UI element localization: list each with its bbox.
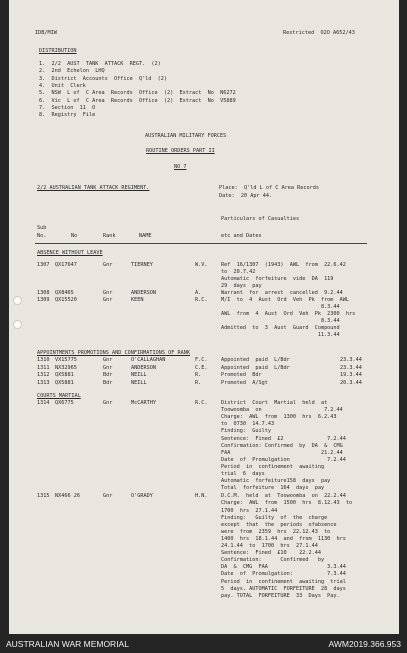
entry-date: 23.3.44 (340, 364, 362, 371)
punch-hole (13, 320, 22, 329)
column-header-name: NAME (139, 233, 152, 239)
entry-name: NEILL (131, 379, 147, 386)
entry-particulars-line: 29 days pay (221, 283, 262, 289)
entry-particulars-line: to 0730 14.7.43 (221, 421, 275, 428)
entry-particulars-line: Warrant for arrest cancelled 9.2.44 (221, 290, 343, 296)
distribution-title: DISTRIBUTION (39, 48, 77, 54)
entry-name: O'CALLAGHAN (131, 357, 166, 363)
entry-initials: R. (195, 379, 202, 386)
entry-initials: R. (195, 372, 202, 378)
entry-particulars-line: 1400 hrs 18.1.44 and from 1130 hrs (221, 535, 346, 542)
title-line-1: AUSTRALIAN MILITARY FORCES (145, 133, 227, 139)
entry-particulars-line: 24.1.44 to 1700 hrs 27.1.44 (221, 543, 318, 549)
entry-rank: Gnr (103, 400, 113, 406)
entry-sub-no: 1307 (37, 262, 50, 268)
entry-regimental-no: NX466 26 (55, 493, 80, 500)
entry-particulars-line: Charge: AWL from 1500 hrs 8.12.43 to (221, 500, 353, 507)
entry-date: 23.3.44 (340, 357, 362, 363)
entry-initials: W.V. (195, 262, 208, 268)
entry-particulars-line: DA & CMG FAA 3.3.44 (221, 564, 346, 571)
entry-particulars-line: Finding: Guilty (221, 428, 271, 435)
section-courts-martial: COURTS MARTIAL (37, 393, 81, 399)
distribution-item: 3. District Accounts Office Q'ld (2) (39, 75, 168, 82)
entry-particulars-line: Confirmation: Confirmed by (221, 557, 325, 564)
entry-particulars: Appointed paid L/Bdr (221, 364, 290, 371)
entry-name: TIERNEY (131, 262, 153, 268)
distribution-item: 7. Section 11 O (39, 104, 96, 111)
distribution-item: 2. 2nd Echelon LHQ (39, 68, 105, 75)
column-header-rank: Rank (103, 233, 116, 239)
archive-footer (0, 635, 407, 653)
entry-particulars-line: Charge: AWL from 1300 hrs 6.2.43 (221, 414, 337, 421)
entry-regimental-no: QX15520 (55, 297, 77, 303)
entry-rank: Gnr (103, 262, 113, 268)
entry-date: 19.3.44 (340, 372, 362, 378)
entry-initials: F.C. (195, 357, 208, 363)
punch-hole (13, 296, 22, 305)
entry-sub-no: 1309 (37, 297, 50, 303)
entry-regimental-no: NX32965 (55, 364, 77, 371)
entry-rank: Gnr (103, 357, 113, 363)
distribution-item: 4. Unit Clerk (39, 82, 86, 89)
entry-particulars-line: Automatic forfeiture vide DA 119 (221, 276, 334, 282)
entry-particulars-line: District Court Martial held at (221, 400, 328, 406)
entry-sub-no: 1311 (37, 364, 50, 371)
entry-name: ANDERSON (131, 364, 156, 371)
classification-stamp: Restricted O2O A652/43 (283, 30, 355, 36)
entry-regimental-no: QX6775 (55, 400, 74, 406)
section-absence: ABSENCE WITHOUT LEAVE (37, 250, 103, 256)
entry-name: NEILL (131, 372, 147, 378)
entry-regimental-no: QX8465 (55, 290, 74, 296)
entry-regimental-no: QX17647 (55, 262, 77, 268)
unit-place: Place: Q'ld L of C Area Records (219, 185, 319, 191)
distribution-item: 8. Registry File (39, 112, 96, 119)
entry-particulars-line: 5 days. AUTOMATIC FORFEITURE 28 days (221, 585, 346, 592)
section-appointments: APPOINTMENTS PROMOTIONS AND CONFIRMATIONS OF RANK (37, 350, 191, 356)
entry-initials: R.C. (195, 297, 208, 303)
entry-particulars-line: pay. TOTAL FORFEITURE 33 Days Pay. (221, 592, 340, 599)
entry-rank: Gnr (103, 297, 113, 303)
entry-sub-no: 1313 (37, 379, 50, 386)
entry-particulars-line: Total forfeiture 164 days pay (221, 485, 325, 492)
entry-particulars-line: Finding: Guilty of the charge (221, 514, 328, 521)
entry-initials: H.N. (195, 493, 208, 500)
column-header-sub: Sub (37, 225, 47, 231)
entry-particulars: Promoted Bdr (221, 372, 262, 378)
document-page (9, 0, 399, 634)
entry-name: McCARTHY (131, 400, 156, 406)
entry-particulars: Promoted A/Sgt (221, 379, 268, 386)
entry-particulars-line: Admitted to 3 Aust Guard Compound (221, 325, 340, 331)
entry-initials: R.C. (195, 400, 208, 406)
entry-initials: A. (195, 290, 202, 296)
entry-name: ANDERSON (131, 290, 156, 296)
entry-particulars-line: Period in confinement awaiting trial (221, 578, 346, 585)
entry-particulars-line: Ref 16/1307 (1943) AWL from 22.6.42 (221, 262, 346, 268)
entry-particulars-line: 1700 hrs 27.1.44 (221, 507, 278, 514)
entry-particulars-line: AWL from 4 Aust Ord Veh Pk 2300 hrs (221, 311, 356, 317)
column-header-particulars: Particulars of Casualties (221, 216, 300, 222)
entry-rank: Gnr (103, 290, 113, 296)
entry-rank: Gnr (103, 493, 113, 500)
entry-particulars-line: Period in confinement awaiting (221, 463, 325, 470)
archive-credit: AUSTRALIAN WAR MEMORIAL (6, 639, 129, 649)
entry-sub-no: 1312 (37, 372, 50, 378)
entry-particulars-line: 8.3.44 (221, 304, 340, 310)
entry-particulars-line: M/I to 4 Aust Ord Veh Pk from AWL (221, 297, 350, 303)
entry-rank: Gnr (103, 364, 113, 371)
entry-particulars-line: D.C.M. held at Toowoomba on 22.2.44 (221, 493, 346, 500)
entry-particulars-line: to 20.7.42 (221, 269, 256, 275)
entry-particulars-line: 11.3.44 (221, 332, 340, 338)
entry-sub-no: 1308 (37, 290, 50, 296)
entry-date: 20.3.44 (340, 379, 362, 386)
entry-sub-no: 1315 (37, 493, 50, 500)
entry-rank: Bdr (103, 372, 113, 378)
entry-particulars-line: trial 6 days (221, 471, 265, 477)
entry-particulars-line: Sentence: Fined £2 7.2.44 (221, 435, 346, 442)
header-rule (35, 243, 367, 244)
entry-particulars-line: except that the periods ofabsence (221, 521, 337, 528)
column-header-dates: etc and Dates (221, 233, 262, 239)
entry-sub-no: 1314 (37, 400, 50, 406)
entry-regimental-no: QX5881 (55, 372, 74, 378)
entry-initials: C.E. (195, 364, 208, 371)
entry-name: KEEN (131, 297, 144, 303)
distribution-item: 5. NSW L of C Area Records Office (2) Extract No N6272 (39, 90, 236, 97)
entry-particulars-line: Toowoomba on 7.2.44 (221, 407, 343, 414)
distribution-item: 1. 2/2 AUST TANK ATTACK REGT. (2) (39, 61, 161, 67)
entry-particulars-line: 8.3.44 (221, 318, 340, 324)
entry-particulars: Appointed paid L/Bdr (221, 357, 290, 363)
entry-particulars-line: Date of Promulgation 7.2.44 (221, 456, 346, 463)
entry-particulars-line: Sentence: Fined £10 22.2.44 (221, 550, 321, 557)
archive-reference: AWM2019.366.953 (328, 639, 401, 649)
title-line-2: ROUTINE ORDERS PART II (146, 148, 215, 154)
entry-particulars-line: Confirmation: Confirmed by DA & CMG (221, 442, 343, 449)
document-ref: IDB/MIW (35, 30, 57, 36)
entry-particulars-line: Automatic forfeiture158 days pay (221, 478, 331, 485)
entry-regimental-no: QX5881 (55, 379, 74, 386)
entry-particulars-line: Date of Promulgation: 7.3.44 (221, 571, 346, 578)
distribution-item: 6. Vic L of C Area Records Office (2) Extract No V5889 (39, 97, 236, 104)
entry-regimental-no: VX15775 (55, 357, 77, 363)
entry-sub-no: 1310 (37, 357, 50, 363)
entry-name: O'GRADY (131, 493, 153, 500)
entry-particulars-line: FAA 21.2.44 (221, 449, 343, 456)
entry-particulars-line: were from 2359 hrs 22.12.43 to (221, 528, 331, 535)
entry-rank: Bdr (103, 379, 113, 386)
column-header-sub-no: No. (37, 233, 47, 239)
unit-date: Date: 20 Apr 44. (219, 193, 273, 199)
title-line-3: NO 7 (174, 164, 187, 170)
column-header-no: No (71, 233, 78, 239)
unit-name: 2/2 AUSTRALIAN TANK ATTACK REGIMENT. (37, 185, 150, 191)
